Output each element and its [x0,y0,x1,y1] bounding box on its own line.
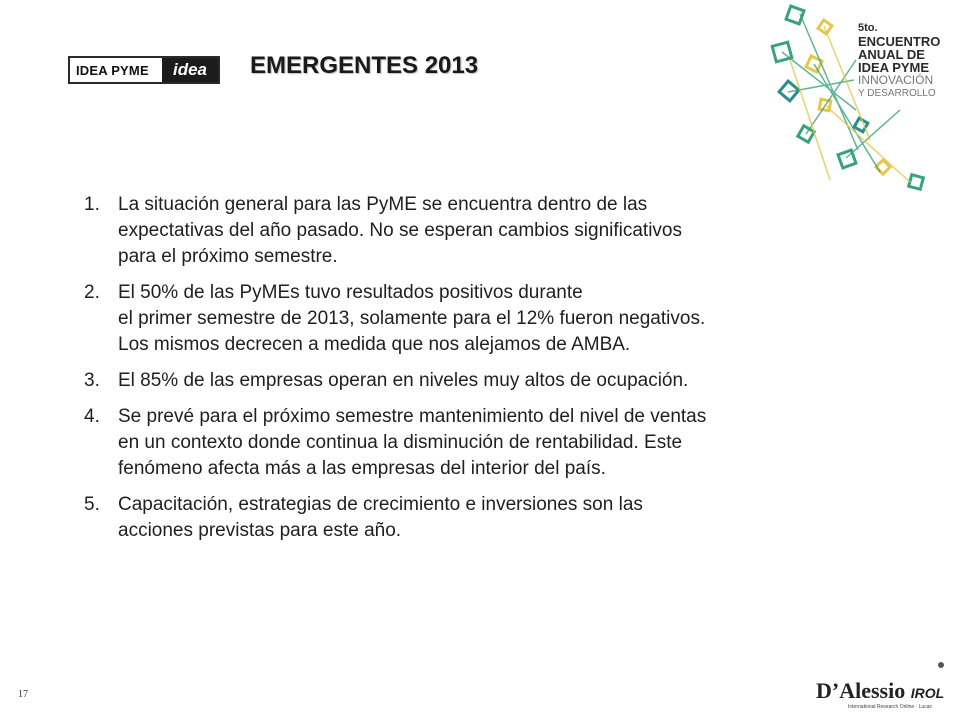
logo-text-left: IDEA PYME [70,58,162,82]
logo-text-right: idea [162,58,218,82]
list-item [84,368,918,394]
list-item-line: el primer semestre de 2013, solamente para el 12% fueron negativos. [118,308,706,329]
brand-tagline: International Research Online · Lucas [848,704,932,710]
event-badge-line-1: 5to. [858,22,878,34]
decorative-dot [938,662,944,668]
brand-name: D’Alessio [816,678,906,703]
list-item-line: El 85% de las empresas operan en niveles muy altos de ocupación. [118,370,689,391]
dalessio-irol-logo [812,674,945,714]
slide-title: EMERGENTES 2013 [250,52,479,79]
findings-list [80,192,918,554]
list-item-line: expectativas del año pasado. No se esperan cambios significativos [118,220,682,241]
list-item [84,192,918,270]
list-item-number: 5. [84,494,100,515]
brand-suffix: IROL [910,685,945,701]
list-item-line: El 50% de las PyMEs tuvo resultados positivos durante [118,282,583,303]
list-item-line: fenómeno afecta más a las empresas del interior del país. [118,458,606,479]
event-badge-line-5: INNOVACIÓN [858,73,934,87]
event-badge-line-3: ANUAL DE [858,47,925,62]
list-item-number: 1. [84,194,100,215]
event-badge-line-6: Y DESARROLLO [858,88,936,99]
list-item [84,492,918,544]
list-item-number: 3. [84,370,100,391]
event-badge-line-4: IDEA PYME [858,60,930,75]
page-number: 17 [18,689,28,700]
list-item-line: Se prevé para el próximo semestre mantenimiento del nivel de ventas [118,406,707,427]
event-badge-line-2: ENCUENTRO [858,34,941,49]
list-item [84,280,918,358]
list-item-number: 2. [84,282,100,303]
list-item-line: Capacitación, estrategias de crecimiento e inversiones son las [118,494,643,515]
brand-mark [816,678,944,704]
list-item-line: La situación general para las PyME se encuentra dentro de las [118,194,648,215]
list-item-number: 4. [84,406,100,427]
list-item-line: acciones previstas para este año. [118,520,402,541]
list-item-line: en un contexto donde continua la disminución de rentabilidad. Este [118,432,683,453]
list-item-line: para el próximo semestre. [118,246,338,267]
idea-pyme-logo [68,56,220,84]
list-item-line: Los mismos decrecen a medida que nos alejamos de AMBA. [118,334,631,355]
list-item [84,404,918,482]
event-badge [858,22,940,100]
